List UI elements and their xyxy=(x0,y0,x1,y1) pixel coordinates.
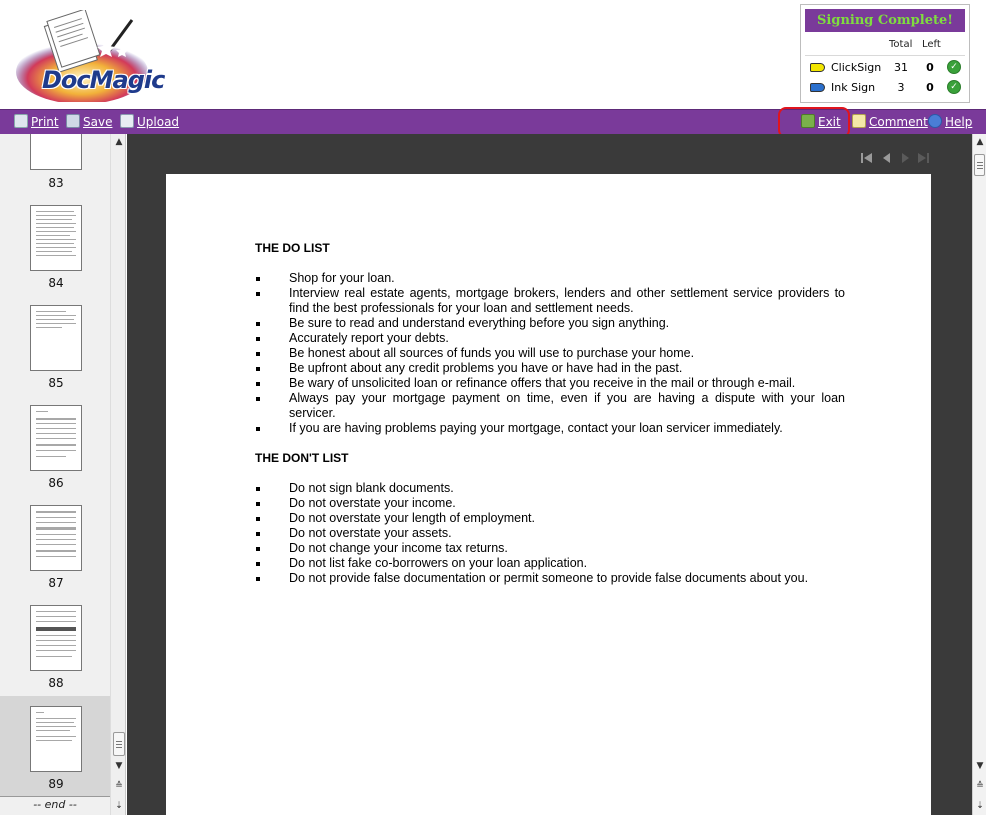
page-thumbnail[interactable] xyxy=(30,305,82,371)
signing-left: 0 xyxy=(926,81,934,94)
help-icon xyxy=(928,114,942,128)
document-scrollbar[interactable] xyxy=(972,134,986,815)
list-item: Do not overstate your income. xyxy=(255,496,845,511)
list-item: Interview real estate agents, mortgage brokers, lenders and other settlement service providers to find the best professionals for your loan and settlement needs. xyxy=(255,286,845,316)
help-button[interactable] xyxy=(928,114,972,131)
clicksign-row xyxy=(801,58,969,78)
scroll-top-icon[interactable]: ≙ xyxy=(976,781,984,791)
list-item: Always pay your mortgage payment on time, even if you are having a dispute with your loan servicer. xyxy=(255,391,845,421)
total-column-header: Total xyxy=(889,39,913,50)
signing-type-label: Ink Sign xyxy=(831,81,876,94)
do-list xyxy=(255,271,845,436)
do-list-heading: THE DO LIST xyxy=(255,241,330,255)
divider xyxy=(805,55,965,56)
page-thumbnail[interactable] xyxy=(30,605,82,671)
page-navigation xyxy=(860,151,930,165)
scroll-up-icon[interactable]: ▲ xyxy=(976,137,984,147)
sidebar-scroll-thumb[interactable] xyxy=(113,732,125,756)
signing-type-label: ClickSign xyxy=(831,61,882,74)
scroll-top-icon[interactable]: ≙ xyxy=(115,781,123,791)
page-thumbnail-sidebar xyxy=(0,134,126,815)
page-thumbnail[interactable] xyxy=(30,405,82,471)
upload-button[interactable] xyxy=(120,114,179,131)
comment-button[interactable] xyxy=(852,114,928,131)
list-item: Be upfront about any credit problems you have or have had in the past. xyxy=(255,361,845,376)
inksign-row xyxy=(801,78,969,98)
page-number: 86 xyxy=(48,476,64,490)
page-number: 88 xyxy=(48,676,64,690)
thumbnail-list xyxy=(0,134,110,815)
save-label: Save xyxy=(83,115,113,129)
scroll-bottom-icon[interactable]: ⇣ xyxy=(976,801,984,811)
end-divider xyxy=(0,796,110,797)
list-item: Accurately report your debts. xyxy=(255,331,845,346)
scroll-bottom-icon[interactable]: ⇣ xyxy=(115,801,123,811)
page-number: 84 xyxy=(48,276,64,290)
page-thumbnail-selected[interactable] xyxy=(30,706,82,772)
print-label: Print xyxy=(31,115,59,129)
comment-label: Comment xyxy=(869,115,928,129)
comment-icon xyxy=(852,114,866,128)
list-item: If you are having problems paying your mortgage, contact your loan servicer immediately. xyxy=(255,421,845,436)
page-number: 85 xyxy=(48,376,64,390)
left-column-header: Left xyxy=(922,39,941,50)
list-item: Do not overstate your assets. xyxy=(255,526,845,541)
dont-list xyxy=(255,481,845,586)
scroll-up-icon[interactable]: ▲ xyxy=(115,137,123,147)
last-page-icon[interactable] xyxy=(916,151,930,165)
printer-icon xyxy=(14,114,28,128)
signing-complete-banner: Signing Complete! xyxy=(805,9,965,32)
upload-icon xyxy=(120,114,134,128)
clicksign-tag-icon xyxy=(810,63,825,72)
end-of-document-label: -- end -- xyxy=(33,798,77,811)
signing-status-panel xyxy=(800,4,970,103)
list-item: Be sure to read and understand everything before you sign anything. xyxy=(255,316,845,331)
dont-list-heading: THE DON'T LIST xyxy=(255,451,349,465)
list-item: Do not overstate your length of employment. xyxy=(255,511,845,526)
list-item: Be wary of unsolicited loan or refinance offers that you receive in the mail or through e-mail. xyxy=(255,376,845,391)
list-item: Be honest about all sources of funds you will use to purchase your home. xyxy=(255,346,845,361)
docmagic-logo[interactable] xyxy=(14,10,165,102)
signing-left: 0 xyxy=(926,61,934,74)
help-label: Help xyxy=(945,115,973,129)
check-icon: ✓ xyxy=(947,80,961,94)
exit-label: Exit xyxy=(818,115,841,129)
next-page-icon[interactable] xyxy=(898,151,912,165)
check-icon: ✓ xyxy=(947,60,961,74)
sidebar-scrollbar[interactable] xyxy=(110,134,126,815)
page-thumbnail[interactable] xyxy=(30,134,82,170)
signing-total: 31 xyxy=(894,61,908,74)
logo-text: DocMagic xyxy=(42,66,165,94)
upload-label: Upload xyxy=(137,115,180,129)
list-item: Do not sign blank documents. xyxy=(255,481,845,496)
page-thumbnail[interactable] xyxy=(30,505,82,571)
inksign-tag-icon xyxy=(810,83,825,92)
page-thumbnail[interactable] xyxy=(30,205,82,271)
list-item: Do not list fake co-borrowers on your loan application. xyxy=(255,556,845,571)
page-number: 87 xyxy=(48,576,64,590)
document-scroll-thumb[interactable] xyxy=(974,154,985,176)
header xyxy=(0,0,986,109)
document-page xyxy=(166,174,931,815)
list-item: Do not provide false documentation or permit someone to provide false documents about you. xyxy=(255,571,845,586)
print-button[interactable] xyxy=(14,114,59,131)
list-item: Do not change your income tax returns. xyxy=(255,541,845,556)
page-number: 83 xyxy=(48,176,64,190)
page-number: 89 xyxy=(48,777,64,791)
save-icon xyxy=(66,114,80,128)
document-viewer xyxy=(127,134,972,815)
save-button[interactable] xyxy=(66,114,112,131)
signing-total: 3 xyxy=(897,81,905,94)
previous-page-icon[interactable] xyxy=(880,151,894,165)
list-item: Shop for your loan. xyxy=(255,271,845,286)
first-page-icon[interactable] xyxy=(860,151,874,165)
scroll-down-icon[interactable]: ▼ xyxy=(976,761,984,771)
scroll-down-icon[interactable]: ▼ xyxy=(115,761,123,771)
